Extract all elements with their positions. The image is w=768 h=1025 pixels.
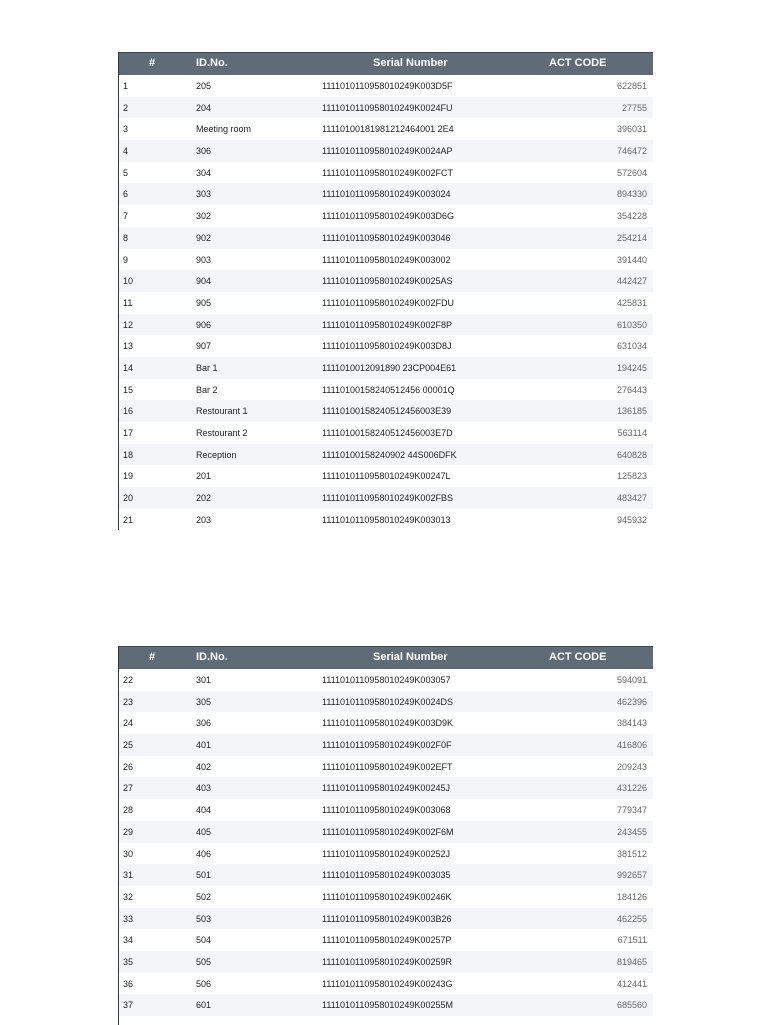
row-id: 404 — [196, 805, 212, 816]
row-act-code: 431226 — [616, 783, 647, 794]
row-act-code: 384143 — [616, 718, 647, 729]
row-act-code: 779347 — [616, 805, 647, 816]
row-id: 306 — [196, 146, 212, 157]
row-number: 12 — [123, 319, 134, 330]
column-header-serial: Serial Number — [373, 57, 448, 69]
row-number: 3 — [123, 124, 129, 135]
table-row — [119, 292, 653, 314]
row-act-code: 209243 — [616, 761, 647, 772]
row-number: 25 — [123, 740, 134, 751]
row-serial-number: 1111010110958010249K003024 — [322, 189, 451, 200]
row-act-code: 992657 — [616, 870, 647, 881]
row-act-code: 685560 — [616, 1000, 647, 1011]
row-serial-number: 1111010110958010249K00247L — [322, 471, 451, 482]
row-serial-number: 11110100158240512456003E7D — [322, 428, 453, 438]
table-row — [119, 843, 653, 865]
row-id: 903 — [196, 254, 212, 265]
row-serial-number: 11110100158240512456003E39 — [322, 406, 452, 417]
row-id: Reception — [196, 449, 237, 460]
row-act-code: 746472 — [616, 146, 647, 157]
row-act-code: 194245 — [616, 362, 647, 373]
table-body — [119, 669, 653, 1025]
row-act-code: 254214 — [616, 232, 647, 243]
row-number: 13 — [123, 341, 134, 352]
row-serial-number: 1111010110958010249K003D9K — [322, 718, 453, 729]
row-serial-number: 11110100181981212464001 2E4 — [322, 124, 454, 135]
row-act-code: 391440 — [616, 254, 647, 265]
table-row — [119, 712, 653, 734]
row-number: 31 — [123, 870, 134, 881]
row-id: 905 — [196, 297, 212, 308]
row-serial-number: 1111010012091890 23CP004E61 — [322, 362, 457, 373]
table-row — [119, 509, 653, 531]
row-serial-number: 1111010110958010249K00259R — [322, 956, 452, 967]
table-row — [119, 734, 653, 756]
table-row — [119, 951, 653, 973]
row-serial-number: 1111010110958010249K003B26 — [322, 913, 452, 924]
table-row — [119, 756, 653, 778]
row-id: 405 — [196, 826, 212, 837]
row-id: 505 — [196, 956, 212, 967]
row-act-code: 136185 — [616, 406, 647, 417]
row-id: 303 — [196, 189, 212, 200]
table-row — [119, 357, 653, 379]
row-id: 601 — [196, 1000, 212, 1011]
row-number: 5 — [123, 167, 129, 178]
table-row — [119, 777, 653, 799]
table-row — [119, 379, 653, 401]
table-row — [119, 994, 653, 1016]
row-id: 205 — [196, 81, 212, 91]
row-id: 401 — [196, 740, 212, 751]
row-act-code: 416806 — [616, 740, 647, 751]
row-number: 6 — [123, 189, 129, 200]
row-id: 501 — [196, 870, 212, 881]
row-id: Meeting room — [196, 124, 252, 135]
row-id: 402 — [196, 761, 212, 772]
column-header-number: # — [149, 57, 156, 69]
row-act-code: 184126 — [616, 891, 647, 902]
table-row — [119, 908, 653, 930]
row-number: 20 — [123, 493, 134, 504]
row-act-code: 381512 — [616, 848, 647, 859]
row-act-code: 396031 — [616, 124, 647, 135]
table-header — [119, 52, 653, 75]
row-number: 19 — [123, 471, 134, 482]
row-number: 30 — [123, 848, 134, 859]
column-header-serial: Serial Number — [373, 651, 448, 663]
row-serial-number: 1111010110958010249K00246K — [322, 891, 452, 902]
table-header — [119, 646, 653, 669]
table-row — [119, 691, 653, 713]
row-act-code: 671511 — [617, 935, 647, 946]
column-header-id: ID.No. — [196, 651, 228, 663]
row-serial-number: 1111010110958010249K003035 — [322, 870, 451, 881]
row-id: 907 — [196, 341, 212, 352]
row-act-code: 610350 — [616, 319, 647, 330]
row-act-code: 631034 — [616, 341, 647, 352]
table-row — [119, 465, 653, 487]
row-serial-number: 1111010110958010249K002F6M — [322, 826, 454, 837]
row-serial-number: 1111010110958010249K003002 — [322, 254, 451, 265]
row-id: 304 — [196, 167, 212, 178]
row-serial-number: 1111010110958010249K002F0F — [322, 740, 452, 751]
row-id: 305 — [196, 696, 212, 707]
row-number: 11 — [123, 297, 133, 308]
table-row — [119, 400, 653, 422]
row-act-code: 243455 — [616, 826, 647, 837]
table-body — [119, 75, 653, 530]
row-act-code: 819465 — [616, 956, 647, 967]
row-serial-number: 1111010110958010249K003D5F — [322, 81, 453, 91]
table-row — [119, 886, 653, 908]
row-number: 14 — [123, 362, 134, 373]
row-act-code: 483427 — [616, 493, 647, 504]
row-id: 201 — [196, 471, 212, 482]
row-id: 502 — [196, 891, 212, 902]
row-act-code: 27755 — [621, 102, 647, 113]
row-number: 17 — [123, 428, 134, 438]
row-number: 33 — [123, 913, 134, 924]
table-row — [119, 444, 653, 466]
table-row — [119, 97, 653, 119]
row-act-code: 594091 — [616, 675, 647, 685]
row-serial-number: 1111010110958010249K003D8J — [322, 341, 452, 352]
row-number: 8 — [123, 232, 129, 243]
row-number: 27 — [123, 783, 134, 794]
row-number: 29 — [123, 826, 134, 837]
column-header-id: ID.No. — [196, 57, 228, 69]
row-serial-number: 11110100158240902 44S006DFK — [322, 449, 457, 460]
row-id: Bar 1 — [196, 362, 218, 373]
row-number: 16 — [123, 406, 134, 417]
row-serial-number: 1111010110958010249K00243G — [322, 978, 453, 989]
row-number: 18 — [123, 449, 134, 460]
row-number: 4 — [123, 146, 129, 157]
row-id: 301 — [196, 675, 212, 685]
row-serial-number: 1111010110958010249K00252J — [322, 848, 450, 859]
row-number: 1 — [123, 81, 129, 91]
row-id: Restourant 1 — [196, 406, 248, 417]
row-act-code: 945932 — [616, 514, 647, 525]
table-row — [119, 669, 653, 691]
row-act-code: 125823 — [616, 471, 647, 482]
row-id: 203 — [196, 514, 212, 525]
row-act-code: 462255 — [616, 913, 647, 924]
row-act-code: 563114 — [617, 428, 647, 438]
table-row — [119, 929, 653, 951]
row-id: Bar 2 — [196, 384, 218, 395]
row-act-code: 276443 — [616, 384, 647, 395]
row-id: 204 — [196, 102, 212, 113]
table-row — [119, 183, 653, 205]
row-id: 306 — [196, 718, 212, 729]
row-number: 15 — [123, 384, 134, 395]
row-act-code: 412441 — [616, 978, 647, 989]
row-number: 35 — [123, 956, 134, 967]
table-row — [119, 162, 653, 184]
row-act-code: 442427 — [616, 276, 647, 287]
row-number: 34 — [123, 935, 134, 946]
row-serial-number: 1111010110958010249K0024DS — [322, 696, 453, 707]
row-id: Restourant 2 — [196, 428, 248, 438]
row-serial-number: 1111010110958010249K002F8P — [322, 319, 452, 330]
row-id: 902 — [196, 232, 212, 243]
table-row — [119, 973, 653, 995]
row-id: 506 — [196, 978, 212, 989]
column-header-act-code: ACT CODE — [549, 57, 607, 69]
row-act-code: 894330 — [616, 189, 647, 200]
row-act-code: 425831 — [616, 297, 647, 308]
row-serial-number: 1111010110958010249K002FDU — [322, 297, 454, 308]
row-number: 37 — [123, 1000, 134, 1011]
row-serial-number: 1111010110958010249K003068 — [322, 805, 451, 816]
table-row — [119, 314, 653, 336]
row-number: 21 — [123, 514, 134, 525]
row-serial-number: 1111010110958010249K0024AP — [322, 146, 453, 157]
row-serial-number: 1111010110958010249K003057 — [322, 675, 451, 685]
row-serial-number: 1111010110958010249K00245J — [322, 783, 450, 794]
table-row — [119, 140, 653, 162]
row-number: 24 — [123, 718, 134, 729]
row-serial-number: 1111010110958010249K002FCT — [322, 167, 453, 178]
row-number: 7 — [123, 211, 129, 222]
table-row — [119, 270, 653, 292]
row-number: 10 — [123, 276, 134, 287]
row-number: 22 — [123, 675, 134, 685]
row-id: 406 — [196, 848, 212, 859]
table-row — [119, 487, 653, 509]
row-number: 28 — [123, 805, 134, 816]
row-serial-number: 1111010110958010249K003046 — [322, 232, 451, 243]
table-row — [119, 335, 653, 357]
row-id: 503 — [196, 913, 212, 924]
row-id: 504 — [196, 935, 212, 946]
column-header-act-code: ACT CODE — [549, 651, 607, 663]
row-number: 9 — [123, 254, 129, 265]
row-serial-number: 1111010110958010249K003013 — [322, 514, 451, 525]
row-serial-number: 1111010110958010249K002FBS — [322, 493, 453, 504]
table-row — [119, 205, 653, 227]
row-number: 36 — [123, 978, 134, 989]
table-row — [119, 249, 653, 271]
device-table-1 — [118, 52, 653, 530]
row-serial-number: 1111010110958010249K003D6G — [322, 211, 454, 222]
table-row — [119, 821, 653, 843]
row-act-code: 354228 — [616, 211, 647, 222]
table-row — [119, 422, 653, 444]
row-id: 403 — [196, 783, 212, 794]
row-number: 26 — [123, 761, 134, 772]
table-row — [119, 799, 653, 821]
row-id: 904 — [196, 276, 212, 287]
table-row — [119, 75, 653, 97]
device-table-2 — [118, 646, 653, 1025]
row-act-code: 572604 — [616, 167, 647, 178]
row-serial-number: 1111010110958010249K00257P — [322, 935, 452, 946]
row-id: 906 — [196, 319, 212, 330]
row-act-code: 462396 — [616, 696, 647, 707]
table-row — [119, 864, 653, 886]
row-act-code: 640828 — [616, 449, 647, 460]
row-id: 202 — [196, 493, 212, 504]
table-row — [119, 118, 653, 140]
table-row — [119, 227, 653, 249]
row-serial-number: 1111010110958010249K00255M — [322, 1000, 453, 1011]
row-serial-number: 1111010110958010249K002EFT — [322, 761, 453, 772]
column-header-number: # — [149, 651, 156, 663]
row-act-code: 622851 — [616, 81, 647, 91]
row-serial-number: 11110100158240512456 00001Q — [322, 384, 455, 395]
row-number: 2 — [123, 102, 129, 113]
row-serial-number: 1111010110958010249K0025AS — [322, 276, 453, 287]
row-id: 302 — [196, 211, 212, 222]
row-number: 23 — [123, 696, 134, 707]
row-number: 32 — [123, 891, 134, 902]
row-serial-number: 1111010110958010249K0024FU — [322, 102, 453, 113]
